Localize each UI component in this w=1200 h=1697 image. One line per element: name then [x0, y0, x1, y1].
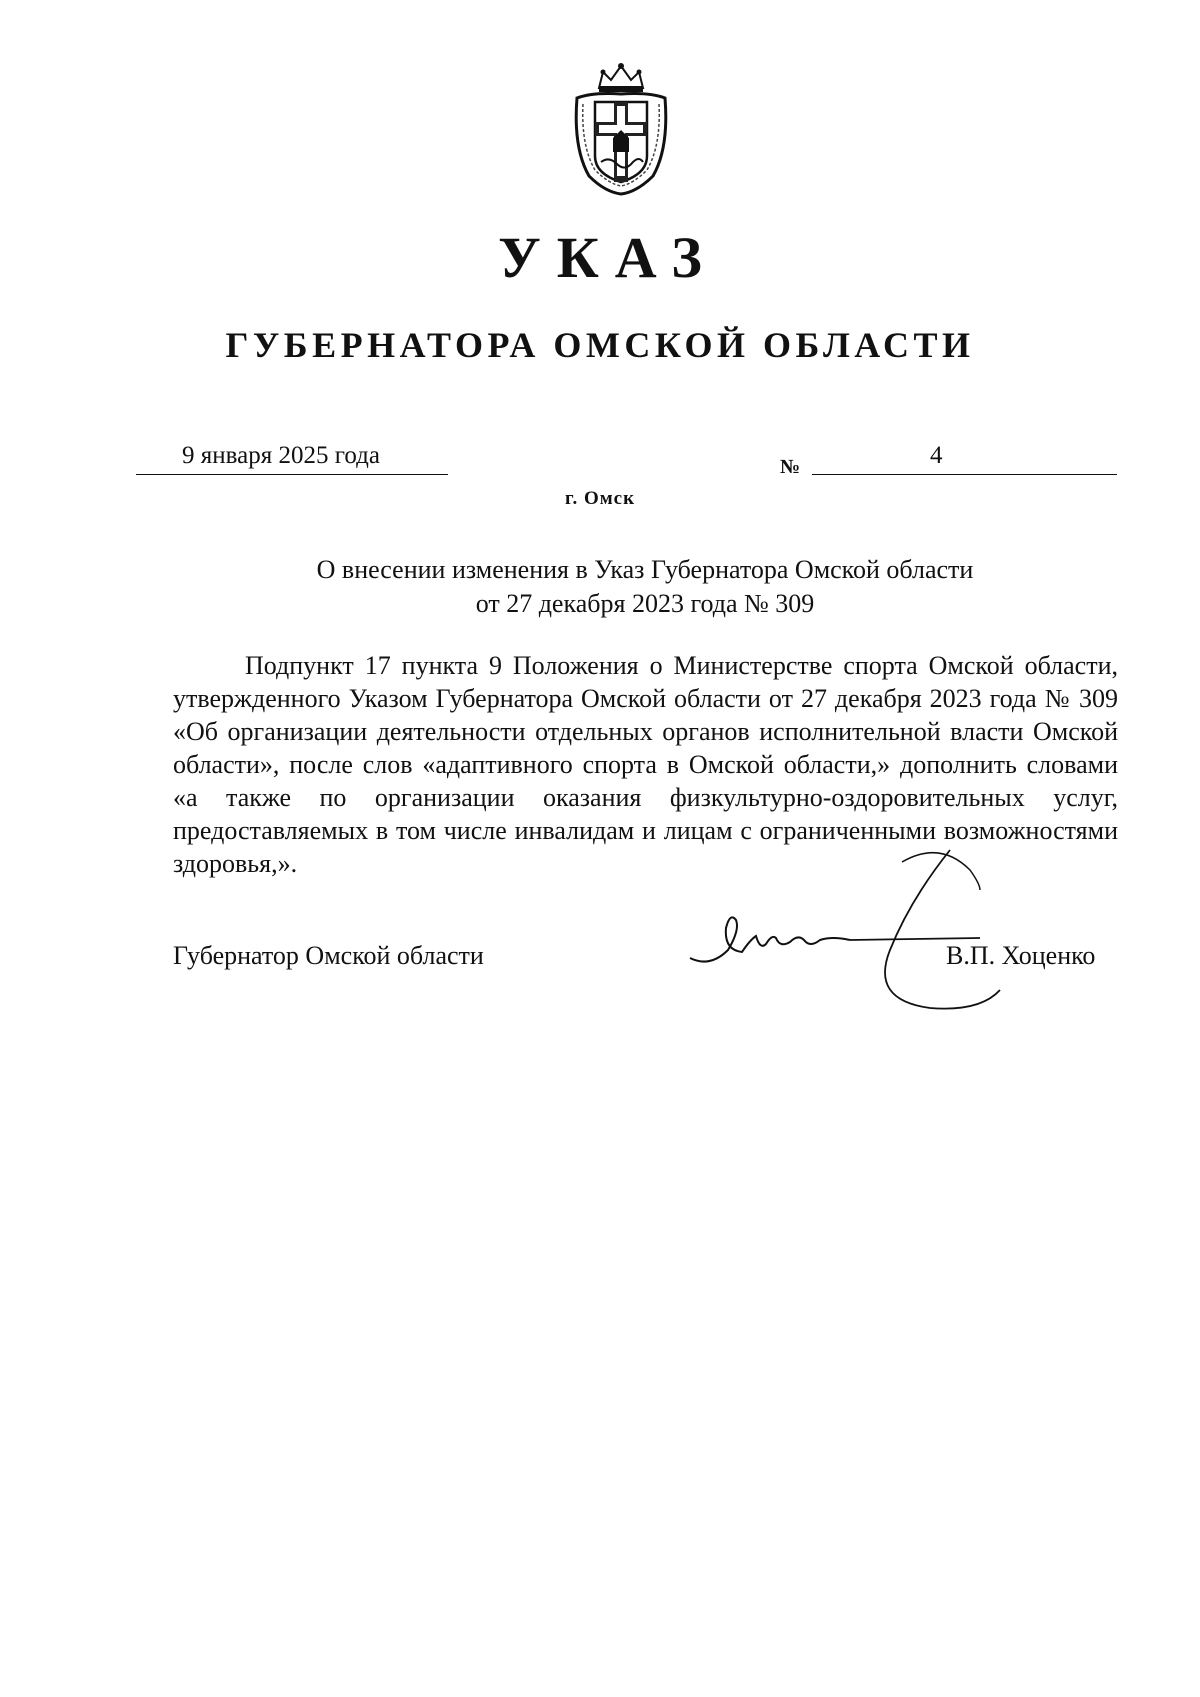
coat-of-arms-icon — [569, 58, 673, 196]
document-title: УКАЗ — [498, 225, 718, 290]
document-heading — [0, 553, 1200, 621]
signer-name: В.П. Хоценко — [946, 941, 1096, 970]
document-subtitle: ГУБЕРНАТОРА ОМСКОЙ ОБЛАСТИ — [225, 325, 975, 365]
document-number: 4 — [930, 442, 943, 469]
date-field — [136, 440, 448, 475]
heading-line-2: от 27 декабря 2023 года № 309 — [475, 589, 815, 618]
document-body: Подпункт 17 пункта 9 Положения о Министерстве спорта Омской области, утвержденного Указом Губернатора Омской области от 27 декабря 2023 года № 309 «Об организации деятельности отдельных органов исполнительной власти Омской области», после слов «адаптивного спорта в Омской области,» дополнить словами «а также по организации оказания физкультурно-оздоровительных услуг, предоставляемых в том числе инвалидам и лицам с ограниченными возможностями здоровья,». — [173, 651, 1118, 878]
signer-title: Губернатор Омской области — [173, 941, 484, 970]
document-date: 9 января 2025 года — [182, 442, 380, 469]
document-city: г. Омск — [564, 488, 636, 509]
handwritten-signature-icon — [680, 840, 1080, 1040]
number-label: № — [780, 456, 801, 478]
heading-line-1: О внесении изменения в Указ Губернатора Омской области — [316, 555, 974, 584]
number-field — [812, 440, 1117, 475]
